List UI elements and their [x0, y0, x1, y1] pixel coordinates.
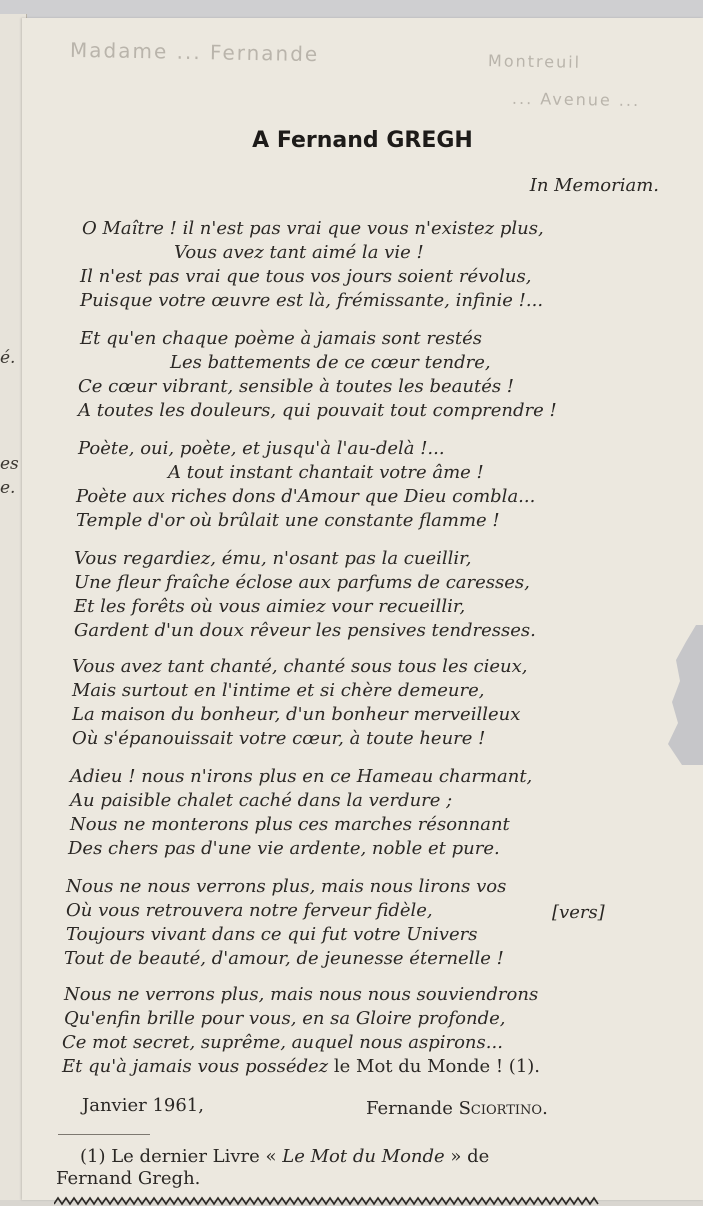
verse-line: Une fleur fraîche éclose aux parfums de caresses,	[74, 572, 530, 593]
verse-line: Gardent d'un doux rêveur les pensives tendresses.	[74, 620, 536, 641]
footnote-rule	[58, 1134, 150, 1135]
verse-line	[62, 1056, 540, 1077]
verse-line: Et les forêts où vous aimiez vour recueillir,	[74, 596, 466, 617]
verse-line: Où vous retrouvera notre ferveur fidèle,	[66, 900, 433, 921]
verse-line: La maison du bonheur, d'un bonheur merveilleux	[72, 704, 521, 725]
verse-line: Temple d'or où brûlait une constante flamme !	[76, 510, 500, 531]
vers-bracket-note: [vers]	[552, 902, 605, 923]
verse-line: Et qu'en chaque poème à jamais sont restés	[80, 328, 482, 349]
poem-title: A Fernand GREGH	[252, 128, 473, 153]
footnote-book-title: Le Mot du Monde	[282, 1146, 445, 1167]
verse-line: Adieu ! nous n'irons plus en ce Hameau charmant,	[70, 766, 533, 787]
verse-line: Où s'épanouissait votre cœur, à toute heure !	[72, 728, 486, 749]
signature-last-name: Sciortino.	[458, 1098, 548, 1119]
verse-line: Des chers pas d'une vie ardente, noble et pure.	[68, 838, 500, 859]
verse-line: A toutes les douleurs, qui pouvait tout comprendre !	[78, 400, 557, 421]
verse-line: Vous regardiez, ému, n'osant pas la cueillir,	[74, 548, 472, 569]
footnote-line	[80, 1146, 489, 1167]
pencil-note: Madame ... Fernande	[69, 37, 320, 67]
footnote-line-2: Fernand Gregh.	[56, 1168, 201, 1189]
margin-fragment: e.	[0, 478, 16, 498]
verse-line: Nous ne monterons plus ces marches résonnant	[70, 814, 510, 835]
verse-line: Qu'enfin brille pour vous, en sa Gloire profonde,	[64, 1008, 506, 1029]
verse-line: Poète, oui, poète, et jusqu'à l'au-delà !...	[78, 438, 445, 459]
margin-fragment: es	[0, 454, 19, 474]
verse-line: Puisque votre œuvre est là, frémissante, infinie !...	[80, 290, 544, 311]
verse-line: A tout instant chantait votre âme !	[168, 462, 484, 483]
verse-line: Tout de beauté, d'amour, de jeunesse éternelle !	[64, 948, 504, 969]
verse-line: Ce cœur vibrant, sensible à toutes les beautés !	[78, 376, 515, 397]
verse-line: Ce mot secret, suprême, auquel nous aspirons...	[62, 1032, 503, 1053]
pencil-note: ... Avenue ...	[511, 88, 641, 111]
final-line-italic: Et qu'à jamais vous possédez	[62, 1056, 329, 1077]
dedication: In Memoriam.	[529, 175, 659, 196]
verse-line: O Maître ! il n'est pas vrai que vous n'existez plus,	[82, 218, 544, 239]
margin-fragment: é.	[0, 348, 16, 368]
verse-line: Mais surtout en l'intime et si chère demeure,	[72, 680, 485, 701]
verse-line: Il n'est pas vrai que tous vos jours soient révolus,	[80, 266, 532, 287]
footnote-prefix: (1) Le dernier Livre «	[80, 1146, 277, 1167]
signature-first-name: Fernande	[366, 1098, 453, 1119]
verse-line: Les battements de ce cœur tendre,	[170, 352, 491, 373]
decorative-wavy-border	[54, 1196, 602, 1206]
poem-date: Janvier 1961,	[82, 1095, 204, 1116]
footnote-suffix: » de	[450, 1146, 490, 1167]
verse-line: Vous avez tant aimé la vie !	[174, 242, 424, 263]
pencil-note: Montreuil	[487, 51, 582, 72]
verse-line: Toujours vivant dans ce qui fut votre Univers	[66, 924, 478, 945]
author-signature	[366, 1098, 548, 1119]
verse-line: Poète aux riches dons d'Amour que Dieu combla...	[76, 486, 536, 507]
final-line-roman: le Mot du Monde ! (1).	[333, 1056, 541, 1077]
verse-line: Au paisible chalet caché dans la verdure ;	[70, 790, 453, 811]
verse-line: Vous avez tant chanté, chanté sous tous les cieux,	[72, 656, 528, 677]
verse-line: Nous ne nous verrons plus, mais nous lirons vos	[66, 876, 507, 897]
poem-page	[22, 18, 703, 1200]
verse-line: Nous ne verrons plus, mais nous nous souviendrons	[64, 984, 539, 1005]
